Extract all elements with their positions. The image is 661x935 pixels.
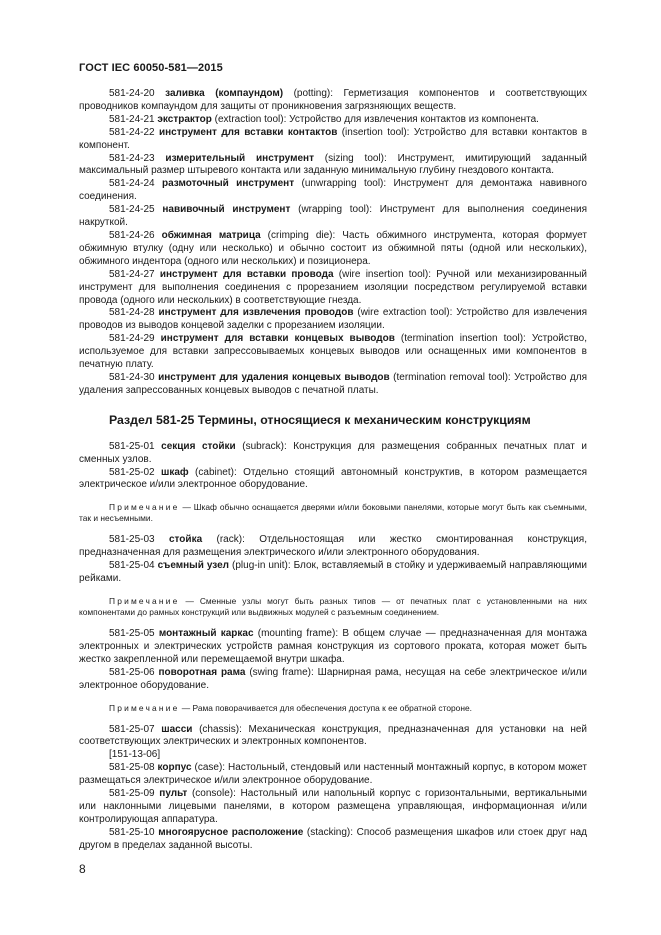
document-body (79, 88, 587, 853)
term-entry: 581-25-06 поворотная рама (swing frame): Шарнирная рама, несущая на себе электрическое и/или электронное оборудование. (79, 666, 587, 691)
page-number: 8 (79, 862, 86, 876)
note: Примечание — Рама поворачивается для обеспечения доступа к ее обратной стороне. (109, 702, 472, 713)
term-entry: 581-25-02 шкаф (cabinet): Отдельно стоящий автономный конструктив, в котором размещается электрическое и/или электронное оборудование. (79, 466, 587, 491)
term-list-581-24 (79, 88, 587, 398)
term-entry: 581-24-23 измерительный инструмент (sizing tool): Инструмент, имитирующий заданный максимальный размер штыревого контакта или заданную минимальную глубину гнездового контакта. (79, 152, 588, 177)
term-entry: 581-25-08 корпус (case): Настольный, стендовый или настенный монтажный корпус, в котором может размещаться электрическое и/или электронное оборудование. (79, 762, 587, 787)
term-entry: 581-25-03 стойка (rack): Отдельностоящая или жестко смонтированная конструкция, предназначенная для размещения электрического и/или электронного оборудования. (79, 534, 587, 559)
note-label: Примечание (109, 702, 180, 713)
term-entry: 581-24-22 инструмент для вставки контактов (insertion tool): Устройство для вставки контактов в компонент. (79, 126, 588, 151)
term-entry: 581-25-04 съемный узел (plug-in unit): Блок, вставляемый в стойку и удерживаемый направляющими рейками. (79, 560, 588, 585)
section-title: Раздел 581-25 Термины, относящиеся к механическим конструкциям (109, 412, 531, 427)
note-label: Примечание (109, 596, 180, 606)
term-entry: 581-24-30 инструмент для удаления концевых выводов (termination removal tool): Устройство для удаления запрессованных концевых выводов с печатной платы. (79, 371, 587, 396)
document-header: ГОСТ IEC 60050-581—2015 (79, 62, 223, 74)
term-entry: 581-25-01 секция стойки (subrack): Конструкция для размещения собранных печатных плат и сменных узлов. (79, 440, 587, 465)
note: Примечание — Шкаф обычно оснащается дверями и/или боковыми панелями, которые могут быть как съемными, так и несъемными. (79, 502, 587, 524)
term-entry: 581-24-26 обжимная матрица (crimping die): Часть обжимного инструмента, которая формует обжимную втулку (одну или несколько) и обычно состоит из обжимной пяты (одной или нескольких), обжимного индентора (одного или нескольких) и позиционера. (79, 229, 587, 267)
term-entry: 581-24-24 размоточный инструмент (unwrapping tool): Инструмент для демонтажа навивного соединения. (79, 178, 587, 203)
term-entry: 581-24-20 заливка (компаундом) (potting): Герметизация компонентов и соответствующих проводников компаундом для защиты от проникновения загрязняющих веществ. (79, 88, 587, 112)
note-label: Примечание (109, 502, 180, 513)
note: Примечание — Сменные узлы могут быть разных типов — от печатных плат с установленными на них компонентами до рамных конструкций или выдвижных модулей с разъемным соединением. (79, 596, 587, 617)
term-entry: 581-25-09 пульт (console): Настольный или напольный корпус с горизонтальными, вертикальными или наклонными лицевыми панелями, в котором размещена управляющая, информационная и/или контролирующая аппаратура. (79, 788, 588, 825)
term-entry: 581-25-10 многоярусное расположение (stacking): Способ размещения шкафов или стоек друг над другом в пределах заданной высоты. (79, 826, 588, 851)
term-entry: 581-24-29 инструмент для вставки концевых выводов (termination insertion tool): Устройство, используемое для вставки запрессовываемых концевых выводов или оснащенных ими компонентов в печатную плату. (79, 333, 587, 371)
term-entry: 581-25-07 шасси (chassis): Механическая конструкция, предназначенная для установки на ней соответствующих электрических и электронных компонентов. (79, 723, 587, 748)
term-entry: 581-24-27 инструмент для вставки провода (wire insertion tool): Ручной или механизированный инструмент для выполнения соединения с прорезанием изоляции посредством регулируемой вставки провода (одного или нескольких) в соответствующие гнезда. (79, 268, 587, 306)
term-entry: 581-24-28 инструмент для извлечения проводов (wire extraction tool): Устройство для извлечения проводов из выводов концевой заделки с прорезанием изоляции. (79, 307, 587, 332)
term-entry: 581-24-21 экстрактор (extraction tool): Устройство для извлечения контактов из компонента. (109, 113, 539, 125)
term-entry: 581-25-05 монтажный каркас (mounting frame): В общем случае — предназначенная для монтажа электронных и электрических устройств рамная конструкция из сортового проката, которая может быть жестко закрепленной или перемещаемой внутри шкафа. (79, 628, 587, 665)
term-entry: 581-24-25 навивочный инструмент (wrapping tool): Инструмент для выполнения соединения накруткой. (79, 204, 587, 229)
term-reference: [151-13-06] (109, 749, 161, 761)
